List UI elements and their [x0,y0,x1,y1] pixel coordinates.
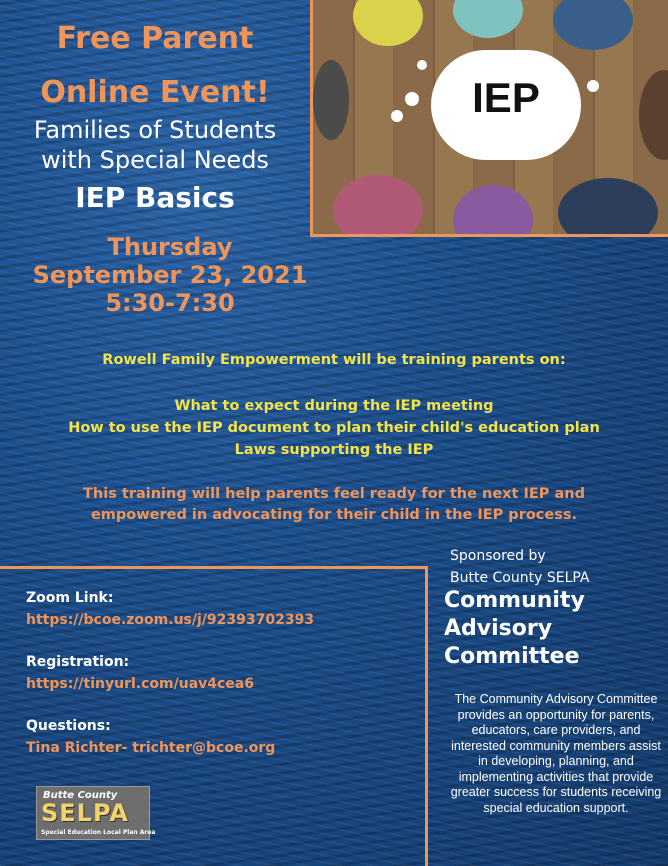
logo-selpa: SELPA [41,799,129,827]
committee-title-line1: Community [444,588,585,613]
event-day: Thursday [107,233,233,261]
thought-bubble [405,92,419,106]
meeting-photo [310,0,668,237]
thought-bubble [391,110,403,122]
person-figure [333,175,423,237]
event-title-line1: Free Parent [56,21,254,56]
logo-county: Butte County [43,790,118,801]
thought-bubble [417,60,427,70]
training-topic: How to use the IEP document to plan their child's education plan [68,420,600,436]
audience-line2: with Special Needs [41,146,269,174]
sponsor-name: Butte County SELPA [450,570,590,586]
cloud-iep-text: IEP [472,74,540,121]
committee-description: The Community Advisory Committee provides an opportunity for parents, educators, care providers, and interested community members assist in developing, planning, and implementing activities that provide greater success for students receiving special education support. [450,692,662,815]
questions-label: Questions: [26,718,111,734]
registration-link[interactable]: https://tinyurl.com/uav4cea6 [26,676,254,692]
event-title-line2: Online Event! [40,75,270,110]
person-figure [639,70,668,160]
sponsored-by: Sponsored by [450,548,546,564]
benefit-line1: This training will help parents feel ready for the next IEP and [83,486,585,502]
thought-bubble [587,80,599,92]
training-topic: Laws supporting the IEP [234,442,434,458]
questions-contact[interactable]: Tina Richter- trichter@bcoe.org [26,740,276,756]
committee-title-line3: Committee [444,644,580,669]
person-figure [553,0,633,50]
training-topic: What to expect during the IEP meeting [174,398,494,414]
event-time: 5:30-7:30 [105,289,235,317]
audience-line1: Families of Students [33,116,277,144]
zoom-link[interactable]: https://bcoe.zoom.us/j/92393702393 [26,612,315,628]
benefit-line2: empowered in advocating for their child in the IEP process. [90,507,578,523]
logo-tagline: Special Education Local Plan Area [41,829,156,836]
event-date: September 23, 2021 [32,261,308,289]
person-figure [558,178,658,237]
committee-title-line2: Advisory [444,616,553,641]
person-figure [313,60,349,140]
zoom-label: Zoom Link: [26,590,114,606]
person-figure [453,185,533,237]
selpa-logo [36,786,156,840]
person-figure [453,0,523,38]
training-intro: Rowell Family Empowerment will be training parents on: [102,352,566,368]
registration-label: Registration: [26,654,130,670]
person-figure [353,0,423,46]
event-name: IEP Basics [75,181,235,214]
